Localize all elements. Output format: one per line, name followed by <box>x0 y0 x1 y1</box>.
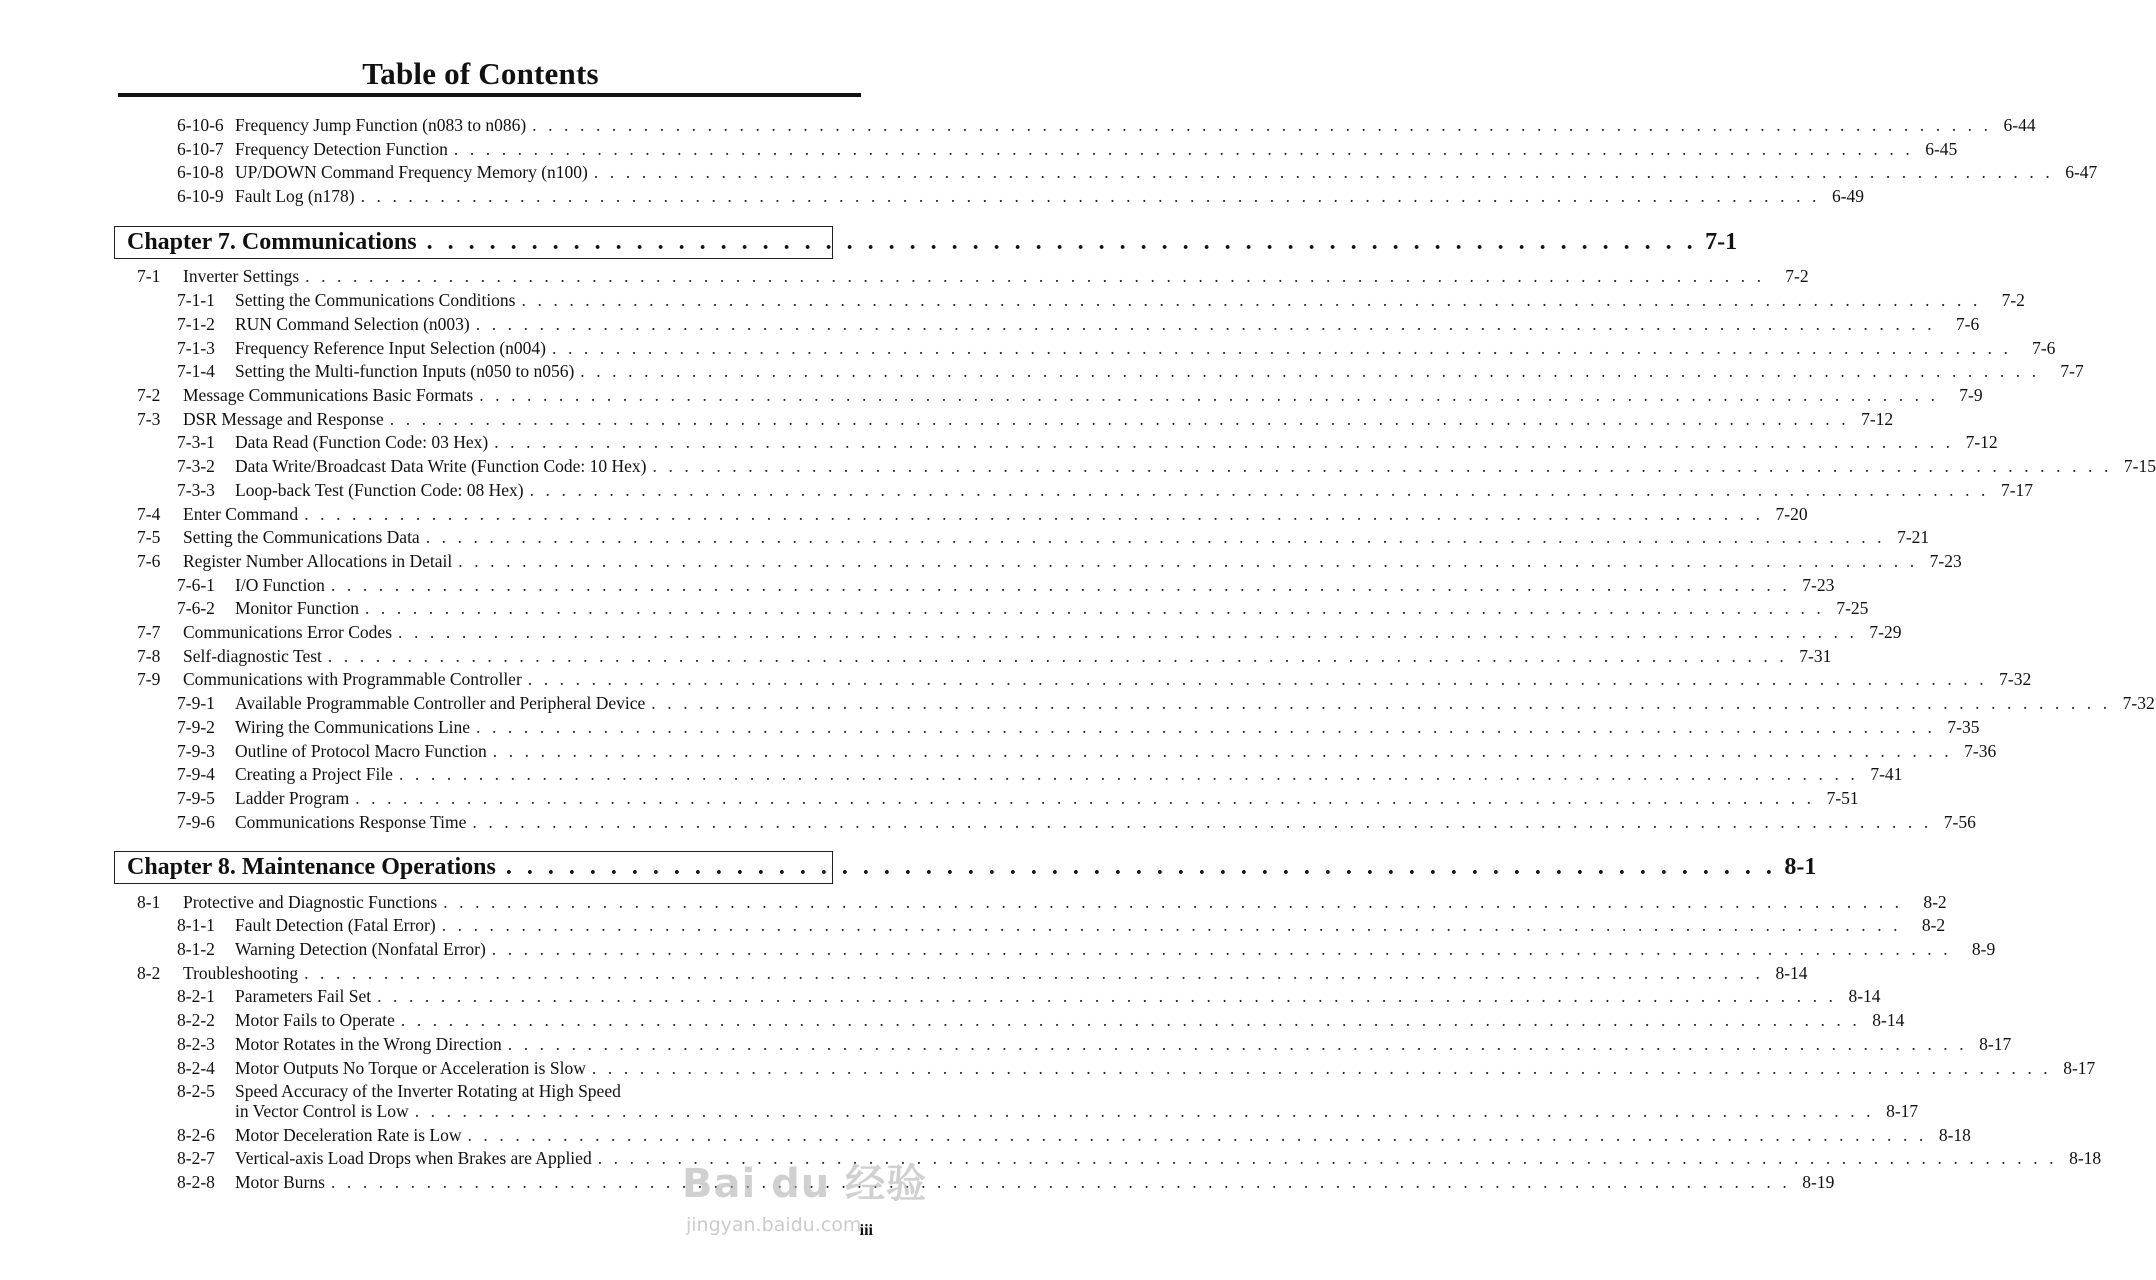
entry-label: Frequency Detection Function <box>235 139 448 159</box>
entry-label: I/O Function <box>235 575 325 595</box>
toc-section[interactable] <box>137 668 2032 690</box>
leader-dots <box>494 431 1953 453</box>
entry-label: Motor Rotates in the Wrong Direction <box>235 1034 502 1054</box>
entry-number: 8-2-2 <box>177 1010 215 1030</box>
entry-label: Register Number Allocations in Detail <box>183 551 453 571</box>
entry-number: 8-1-2 <box>177 939 215 959</box>
entry-page: 7-7 <box>2060 361 2084 381</box>
title-underline <box>118 93 861 97</box>
toc-subsection[interactable] <box>177 574 1835 596</box>
entry-page: 8-17 <box>1979 1034 2012 1054</box>
entry-number: 7-9-3 <box>177 741 215 761</box>
entry-number: 7-1-4 <box>177 361 215 381</box>
toc-section[interactable] <box>137 621 1902 643</box>
entry-number: 7-6-2 <box>177 598 215 618</box>
entry-label: UP/DOWN Command Frequency Memory (n100) <box>235 162 588 182</box>
leader-dots <box>580 360 2039 382</box>
leader-dots <box>492 938 1951 960</box>
toc-subsection[interactable] <box>177 431 1998 453</box>
entry-label: Outline of Protocol Macro Function <box>235 741 487 761</box>
toc-subsection[interactable] <box>177 1124 1971 1146</box>
entry-page: 7-23 <box>1802 575 1835 595</box>
toc-section[interactable] <box>137 550 1962 572</box>
leader-dots <box>304 503 1763 525</box>
entry-label: RUN Command Selection (n003) <box>235 314 470 334</box>
entry-number: 8-1 <box>137 892 161 912</box>
leader-dots <box>365 597 1824 619</box>
leader-dots <box>476 313 1935 335</box>
toc-subsection[interactable] <box>177 455 2156 477</box>
entry-page: 7-15 <box>2123 456 2156 476</box>
toc-subsection[interactable] <box>177 938 1996 960</box>
entry-number: 7-9-5 <box>177 788 215 808</box>
entry-label: Vertical-axis Load Drops when Brakes are Applied <box>235 1148 592 1168</box>
entry-label: Communications Error Codes <box>183 622 393 642</box>
entry-label: Motor Burns <box>235 1172 325 1192</box>
leader-dots <box>398 621 1857 643</box>
toc-subsection[interactable] <box>177 787 1859 809</box>
entry-page: 8-17 <box>2063 1058 2096 1078</box>
leader-dots <box>305 265 1764 287</box>
leader-dots <box>476 716 1935 738</box>
entry-label: Fault Log (n178) <box>235 186 355 206</box>
entry-page: 7-23 <box>1929 551 1962 571</box>
leader-dots <box>399 763 1858 785</box>
entry-number: 8-1-1 <box>177 915 215 935</box>
entry-page: 8-9 <box>1971 939 1996 959</box>
entry-page: 7-29 <box>1869 622 1902 642</box>
toc-entry[interactable] <box>177 114 2036 136</box>
entry-number: 7-5 <box>137 527 161 547</box>
entry-number: 6-10-9 <box>177 186 224 206</box>
entry-label: Motor Outputs No Torque or Acceleration is Slow <box>235 1058 586 1078</box>
leader-dots <box>493 740 1952 762</box>
leader-dots <box>522 289 1981 311</box>
entry-number: 7-1-1 <box>177 290 215 310</box>
entry-page: 7-36 <box>1964 741 1997 761</box>
entry-page: 7-32 <box>2122 693 2155 713</box>
entry-page: 7-12 <box>1965 432 1998 452</box>
entry-label: Motor Fails to Operate <box>235 1010 395 1030</box>
leader-dots <box>377 985 1836 1007</box>
toc-section[interactable] <box>137 645 1832 667</box>
entry-page: 7-21 <box>1897 527 1930 547</box>
entry-label: Frequency Reference Input Selection (n004) <box>235 338 546 358</box>
entry-number: 7-8 <box>137 646 161 666</box>
leader-dots <box>328 645 1787 667</box>
chapter-7-heading[interactable] <box>114 226 1738 259</box>
entry-number: 8-2-3 <box>177 1034 215 1054</box>
leader-dots <box>427 229 1698 256</box>
entry-page: 7-6 <box>1955 314 1980 334</box>
entry-page: 7-56 <box>1943 812 1976 832</box>
entry-label: DSR Message and Response <box>183 409 384 429</box>
leader-dots <box>361 185 1820 207</box>
entry-label-continued: in Vector Control is Low <box>235 1101 409 1121</box>
entry-page: 6-45 <box>1925 139 1958 159</box>
toc-subsection[interactable] <box>177 479 2034 501</box>
entry-label: Data Read (Function Code: 03 Hex) <box>235 432 489 452</box>
entry-page: 6-44 <box>2003 115 2036 135</box>
entry-label: Parameters Fail Set <box>235 986 372 1006</box>
entry-label: Creating a Project File <box>235 764 393 784</box>
entry-page: 7-2 <box>1785 266 1809 286</box>
entry-number: 7-1 <box>137 266 161 286</box>
toc-subsection[interactable] <box>177 1033 2012 1055</box>
entry-page: 7-9 <box>1959 385 1983 405</box>
toc-subsection[interactable] <box>177 1009 1905 1031</box>
entry-label: Loop-back Test (Function Code: 08 Hex) <box>235 480 524 500</box>
leader-dots <box>528 668 1987 690</box>
entry-page: 7-35 <box>1947 717 1980 737</box>
leader-dots <box>454 138 1913 160</box>
entry-number: 8-2 <box>137 963 161 983</box>
chapter-title: Chapter 8. Maintenance Operations <box>127 854 496 880</box>
leader-dots <box>304 962 1763 984</box>
entry-label: Inverter Settings <box>183 266 300 286</box>
entry-page: 8-2 <box>1921 915 1946 935</box>
page-number: iii <box>859 1222 873 1239</box>
entry-page: 8-2 <box>1923 892 1947 912</box>
entry-page: 7-31 <box>1799 646 1832 666</box>
leader-dots <box>508 1033 1967 1055</box>
entry-number: 7-9-1 <box>177 693 215 713</box>
toc-subsection[interactable] <box>177 597 1869 619</box>
toc-subsection[interactable] <box>177 337 2056 359</box>
leader-dots <box>651 692 2110 714</box>
entry-label: Speed Accuracy of the Inverter Rotating at High Speed <box>235 1081 621 1101</box>
watermark-logo: Bai du 经验 <box>682 1161 928 1207</box>
entry-label: Protective and Diagnostic Functions <box>183 892 438 912</box>
entry-number: 7-2 <box>137 385 161 405</box>
leader-dots <box>479 384 1938 406</box>
leader-dots <box>331 574 1790 596</box>
entry-label: Ladder Program <box>235 788 350 808</box>
toc-subsection[interactable] <box>177 360 2084 382</box>
leader-dots <box>472 811 1931 833</box>
chapter-page: 8-1 <box>1784 854 1817 880</box>
toc-subsection[interactable] <box>177 1080 823 1102</box>
leader-dots <box>443 891 1902 913</box>
entry-page: 8-19 <box>1802 1172 1835 1192</box>
watermark-url: jingyan.baidu.com <box>686 1214 862 1236</box>
entry-label: Troubleshooting <box>183 963 299 983</box>
entry-number: 6-10-8 <box>177 162 224 182</box>
leader-dots <box>401 1009 1860 1031</box>
entry-label: Setting the Multi-function Inputs (n050 to n056) <box>235 361 575 381</box>
toc-entry[interactable] <box>177 161 2098 183</box>
entry-page: 7-51 <box>1826 788 1859 808</box>
entry-page: 8-14 <box>1775 963 1808 983</box>
leader-dots <box>594 161 2053 183</box>
entry-number: 8-2-8 <box>177 1172 215 1192</box>
entry-label: Communications with Programmable Controller <box>183 669 522 689</box>
entry-label: Setting the Communications Data <box>183 527 420 547</box>
toc-section[interactable] <box>137 408 1894 430</box>
entry-page: 8-14 <box>1848 986 1881 1006</box>
entry-number: 8-2-4 <box>177 1058 215 1078</box>
entry-page: 7-12 <box>1861 409 1894 429</box>
entry-number: 7-3 <box>137 409 161 429</box>
entry-number: 6-10-6 <box>177 115 224 135</box>
entry-label: Communications Response Time <box>235 812 467 832</box>
leader-dots <box>653 455 2112 477</box>
toc-section[interactable] <box>137 503 1808 525</box>
entry-label: Monitor Function <box>235 598 359 618</box>
toc-subsection[interactable] <box>177 716 1980 738</box>
toc-subsection[interactable] <box>177 985 1881 1007</box>
entry-number: 7-3-3 <box>177 480 215 500</box>
entry-page: 7-25 <box>1836 598 1869 618</box>
entry-page: 6-47 <box>2065 162 2098 182</box>
toc-section[interactable] <box>137 891 1947 913</box>
entry-page: 8-18 <box>1938 1125 1971 1145</box>
entry-label: Fault Detection (Fatal Error) <box>235 915 436 935</box>
toc-subsection[interactable] <box>177 811 1976 833</box>
toc-subsection[interactable] <box>177 313 1980 335</box>
entry-number: 7-9 <box>137 669 161 689</box>
toc-section[interactable] <box>137 962 1808 984</box>
toc-subsection[interactable] <box>177 914 1946 936</box>
leader-dots <box>415 1100 1874 1122</box>
toc-subsection-continuation[interactable] <box>235 1100 1919 1122</box>
leader-dots <box>355 787 1814 809</box>
entry-label: Warning Detection (Nonfatal Error) <box>235 939 486 959</box>
entry-number: 8-2-6 <box>177 1125 215 1145</box>
entry-page: 8-14 <box>1872 1010 1905 1030</box>
entry-page: 8-18 <box>2069 1148 2102 1168</box>
entry-number: 7-9-2 <box>177 717 215 737</box>
chapter-title: Chapter 7. Communications <box>127 229 417 255</box>
entry-number: 6-10-7 <box>177 139 224 159</box>
entry-page: 8-17 <box>1886 1101 1919 1121</box>
entry-page: 7-6 <box>2032 338 2056 358</box>
toc-section[interactable] <box>137 265 1809 287</box>
entry-number: 7-1-3 <box>177 338 215 358</box>
entry-number: 7-6 <box>137 551 161 571</box>
entry-label: Message Communications Basic Formats <box>183 385 474 405</box>
entry-number: 7-9-6 <box>177 812 215 832</box>
entry-number: 7-7 <box>137 622 161 642</box>
leader-dots <box>552 337 2011 359</box>
entry-label: Data Write/Broadcast Data Write (Function Code: 10 Hex) <box>235 456 647 476</box>
toc-subsection[interactable] <box>177 740 1997 762</box>
toc-entry[interactable] <box>177 185 1865 207</box>
toc-subsection[interactable] <box>177 763 1903 785</box>
entry-label: Self-diagnostic Test <box>183 646 322 666</box>
chapter-8-heading[interactable] <box>114 851 1817 884</box>
leader-dots <box>467 1124 1926 1146</box>
leader-dots <box>458 550 1917 572</box>
entry-page: 7-2 <box>2001 290 2025 310</box>
leader-dots <box>390 408 1849 430</box>
entry-number: 7-4 <box>137 504 161 524</box>
entry-number: 8-2-7 <box>177 1148 215 1168</box>
entry-page: 6-49 <box>1831 186 1865 206</box>
entry-label: Frequency Jump Function (n083 to n086) <box>235 115 527 135</box>
toc-section[interactable] <box>137 526 1930 548</box>
entry-page: 7-32 <box>1999 669 2032 689</box>
entry-label: Setting the Communications Conditions <box>235 290 516 310</box>
leader-dots <box>530 479 1989 501</box>
entry-number: 7-9-4 <box>177 764 215 784</box>
entry-number: 7-3-1 <box>177 432 215 452</box>
leader-dots <box>506 854 1777 881</box>
leader-dots <box>331 1171 1790 1193</box>
leader-dots <box>592 1057 2051 1079</box>
leader-dots <box>426 526 1885 548</box>
leader-dots <box>532 114 1991 136</box>
entry-label: Wiring the Communications Line <box>235 717 471 737</box>
toc-subsection[interactable] <box>177 1057 2096 1079</box>
entry-label: Motor Deceleration Rate is Low <box>235 1125 462 1145</box>
entry-page: 7-41 <box>1870 764 1903 784</box>
leader-dots <box>442 914 1901 936</box>
toc-entry[interactable] <box>177 138 1958 160</box>
entry-number: 7-1-2 <box>177 314 215 334</box>
toc-subsection[interactable] <box>177 692 2155 714</box>
entry-label: Available Programmable Controller and Peripheral Device <box>235 693 646 713</box>
entry-page: 7-17 <box>2000 480 2034 500</box>
entry-page: 7-20 <box>1775 504 1808 524</box>
entry-label: Enter Command <box>183 504 299 524</box>
page-title: Table of Contents <box>362 56 599 91</box>
toc-subsection[interactable] <box>177 289 2025 311</box>
entry-number: 8-2-1 <box>177 986 215 1006</box>
entry-number: 7-6-1 <box>177 575 215 595</box>
entry-number: 8-2-5 <box>177 1081 215 1101</box>
chapter-page: 7-1 <box>1705 229 1738 255</box>
toc-section[interactable] <box>137 384 1983 406</box>
entry-number: 7-3-2 <box>177 456 215 476</box>
